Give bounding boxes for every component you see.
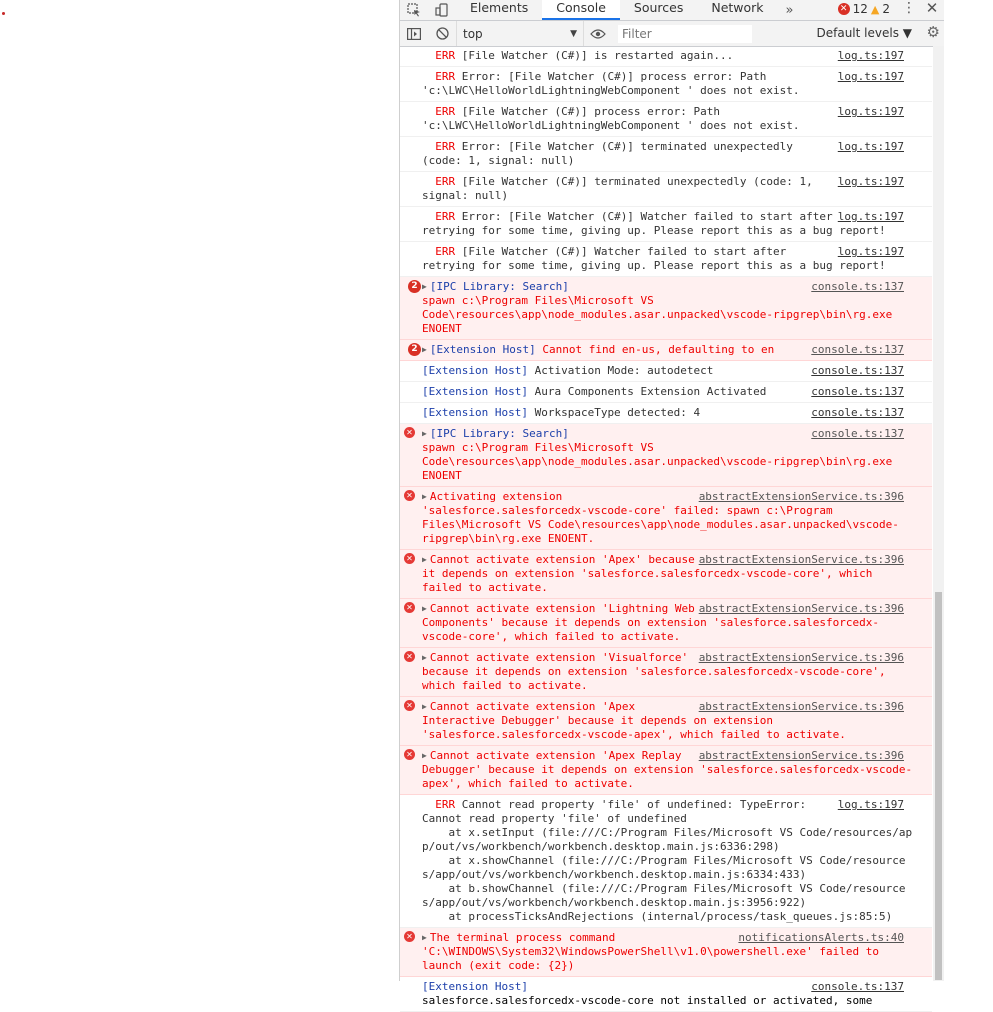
- issue-counter[interactable]: [838, 2, 890, 16]
- console-message-row: [400, 172, 932, 207]
- message-head-text: Cannot activate extension 'Visualforce': [429, 651, 689, 664]
- console-message-row: [400, 137, 932, 172]
- message-line: which failed to activate.: [422, 679, 588, 692]
- tab-network[interactable]: Network: [711, 0, 764, 15]
- console-message-row: [400, 242, 932, 277]
- message-head-text: The terminal process command: [429, 931, 616, 944]
- tab-sources[interactable]: Sources: [633, 0, 684, 15]
- message-line: (code: 1, signal: null): [422, 154, 575, 167]
- console-message-row: [400, 746, 932, 795]
- message-line: 'c:\LWC\HelloWorldLightningWebComponent ' does not exist.: [422, 119, 800, 132]
- warning-count-icon: ▲: [870, 2, 880, 16]
- source-link[interactable]: console.ts:137: [807, 343, 904, 357]
- message-line: retrying for some time, giving up. Please report this as a bug report!: [422, 224, 886, 237]
- filter-input[interactable]: [618, 25, 752, 43]
- expand-triangle-icon[interactable]: ▶: [422, 702, 427, 711]
- expand-triangle-icon[interactable]: ▶: [422, 345, 427, 354]
- console-message-row: [400, 46, 932, 67]
- context-dropdown-icon: ▼: [570, 28, 577, 39]
- source-link[interactable]: console.ts:137: [811, 385, 904, 398]
- message-tail-text: Activation Mode: autodetect: [527, 364, 714, 377]
- source-link[interactable]: abstractExtensionService.ts:396: [695, 490, 904, 504]
- message-line: vscode-core', which failed to activate.: [422, 630, 681, 643]
- message-line: ERR [File Watcher (C#)] is restarted again...: [435, 49, 734, 62]
- message-line: Code\resources\app\node_modules.asar.unpacked\vscode-ripgrep\bin\rg.exe: [422, 455, 893, 468]
- repeat-count-badge: 2: [408, 280, 421, 293]
- source-link[interactable]: abstractExtensionService.ts:396: [695, 651, 904, 665]
- message-line: p/out/vs/workbench/workbench.desktop.main.js:6336:298): [422, 840, 780, 853]
- source-link[interactable]: abstractExtensionService.ts:396: [695, 553, 904, 567]
- source-link[interactable]: console.ts:137: [811, 406, 904, 419]
- message-line: Interactive Debugger' because it depends on extension: [422, 714, 773, 727]
- console-message-row: [400, 487, 932, 550]
- source-link[interactable]: log.ts:197: [837, 105, 904, 118]
- error-count: 12: [852, 2, 868, 16]
- red-marker-dot: [2, 12, 5, 15]
- message-head-text: [Extension Host]: [422, 385, 528, 398]
- message-line: ERR Error: [File Watcher (C#)] process error: Path: [435, 70, 767, 83]
- message-line: Cannot read property 'file' of undefined: [422, 812, 687, 825]
- console-message-row: [400, 382, 932, 403]
- message-tail-text: Cannot find en-us, defaulting to en: [535, 343, 775, 356]
- expand-triangle-icon[interactable]: ▶: [422, 282, 427, 291]
- warning-count: 2: [882, 2, 890, 16]
- message-head-text: [Extension Host]: [422, 364, 528, 377]
- sidebar-toggle-icon[interactable]: [400, 24, 428, 44]
- message-line: ERR [File Watcher (C#)] terminated unexpectedly (code: 1,: [435, 175, 813, 188]
- message-line: at processTicksAndRejections (internal/process/task_queues.js:85:5): [422, 910, 893, 923]
- message-line: Code\resources\app\node_modules.asar.unpacked\vscode-ripgrep\bin\rg.exe: [422, 308, 893, 321]
- context-value: top: [463, 26, 483, 41]
- console-message-row: [400, 277, 932, 340]
- expand-triangle-icon[interactable]: ▶: [422, 492, 427, 501]
- message-head-text: [Extension Host]: [422, 406, 528, 419]
- expand-triangle-icon[interactable]: ▶: [422, 555, 427, 564]
- console-scrollbar[interactable]: [933, 46, 944, 981]
- source-link[interactable]: console.ts:137: [807, 280, 904, 294]
- message-line: ERR Error: [File Watcher (C#)] terminated unexpectedly: [435, 140, 793, 153]
- message-line: at b.showChannel (file:///C:/Program Files/Microsoft VS Code/resource: [422, 882, 906, 895]
- message-line: signal: null): [422, 189, 509, 202]
- console-messages: [400, 46, 932, 1007]
- message-line: salesforce.salesforcedx-vscode-core not installed or activated, some: [422, 994, 873, 1007]
- message-line: launch (exit code: {2}): [422, 959, 575, 972]
- console-message-row: [400, 550, 932, 599]
- inspect-element-icon[interactable]: [400, 0, 428, 20]
- source-link[interactable]: abstractExtensionService.ts:396: [695, 700, 904, 714]
- message-line: ENOENT: [422, 469, 462, 482]
- console-message-row: [400, 340, 932, 361]
- message-head-text: Cannot activate extension 'Lightning Web: [429, 602, 695, 615]
- expand-triangle-icon[interactable]: ▶: [422, 604, 427, 613]
- console-message-row: [400, 207, 932, 242]
- repeat-count-badge: 2: [408, 343, 421, 356]
- message-head-text: [Extension Host]: [429, 343, 536, 356]
- message-head-text: Cannot activate extension 'Apex: [429, 700, 636, 713]
- message-line: 'c:\LWC\HelloWorldLightningWebComponent ' does not exist.: [422, 84, 800, 97]
- console-message-row: [400, 648, 932, 697]
- tab-console[interactable]: Console: [542, 0, 620, 20]
- live-expression-eye-icon[interactable]: [584, 24, 612, 44]
- console-message-row: [400, 102, 932, 137]
- scrollbar-thumb[interactable]: [935, 592, 942, 980]
- message-line: s/app/out/vs/workbench/workbench.desktop.main.js:6334:433): [422, 868, 807, 881]
- message-tail-text: Aura Components Extension Activated: [527, 385, 767, 398]
- console-message-row: [400, 795, 932, 928]
- message-line: spawn c:\Program Files\Microsoft VS: [422, 441, 654, 454]
- source-link[interactable]: console.ts:137: [807, 427, 904, 441]
- message-line: failed to activate.: [422, 581, 548, 594]
- message-line: s/app/out/vs/workbench/workbench.desktop.main.js:3956:922): [422, 896, 807, 909]
- console-message-row: [400, 599, 932, 648]
- source-link[interactable]: log.ts:197: [837, 175, 904, 188]
- source-link[interactable]: log.ts:197: [837, 140, 904, 153]
- message-tail-text: WorkspaceType detected: 4: [527, 406, 701, 419]
- source-link[interactable]: log.ts:197: [837, 245, 904, 258]
- error-icon: ✕: [404, 490, 415, 501]
- message-line: ENOENT: [422, 322, 462, 335]
- source-link[interactable]: abstractExtensionService.ts:396: [695, 602, 904, 616]
- source-link[interactable]: log.ts:197: [837, 49, 904, 62]
- source-link[interactable]: abstractExtensionService.ts:396: [695, 749, 904, 763]
- message-line: retrying for some time, giving up. Please report this as a bug report!: [422, 259, 886, 272]
- error-icon: ✕: [404, 427, 415, 438]
- message-head-text: Cannot activate extension 'Apex Replay: [429, 749, 682, 762]
- more-tabs-icon[interactable]: »: [785, 2, 794, 18]
- expand-triangle-icon[interactable]: ▶: [422, 429, 427, 438]
- message-line: 'salesforce.salesforcedx-vscode-apex', which failed to activate.: [422, 728, 846, 741]
- message-line: ERR Error: [File Watcher (C#)] Watcher failed to start after: [435, 210, 833, 223]
- devtools-tab-bar: [400, 0, 944, 21]
- source-link[interactable]: log.ts:197: [837, 210, 904, 223]
- console-message-row: [400, 977, 932, 1012]
- clear-console-icon[interactable]: [428, 24, 456, 44]
- message-line: at x.setInput (file:///C:/Program Files/Microsoft VS Code/resources/ap: [422, 826, 913, 839]
- source-link[interactable]: console.ts:137: [811, 980, 904, 993]
- gear-icon[interactable]: ⚙: [926, 23, 940, 41]
- console-message-text[interactable]: [422, 798, 932, 924]
- message-line: Files\Microsoft VS Code\resources\app\node_modules.asar.unpacked\vscode-: [422, 518, 899, 531]
- console-message-row: [400, 697, 932, 746]
- message-line: 'C:\WINDOWS\System32\WindowsPowerShell\v1.0\powershell.exe' failed to: [422, 945, 879, 958]
- console-message-row: [400, 361, 932, 382]
- message-head-text: [IPC Library: Search]: [429, 280, 569, 293]
- source-link[interactable]: log.ts:197: [837, 798, 904, 811]
- source-link[interactable]: notificationsAlerts.ts:40: [734, 931, 904, 945]
- error-count-icon: ✕: [838, 3, 850, 15]
- message-line: it depends on extension 'salesforce.salesforcedx-vscode-core', which: [422, 567, 873, 580]
- error-icon: ✕: [404, 931, 415, 942]
- error-icon: ✕: [404, 651, 415, 662]
- error-icon: ✕: [404, 602, 415, 613]
- tab-elements[interactable]: Elements: [470, 0, 529, 15]
- console-message-row: [400, 67, 932, 102]
- message-line: apex', which failed to activate.: [422, 777, 634, 790]
- message-line: ERR [File Watcher (C#)] process error: Path: [435, 105, 721, 118]
- message-head-text: Activating extension: [429, 490, 563, 503]
- message-head-text: Cannot activate extension 'Apex' because: [429, 553, 695, 566]
- message-line: at x.showChannel (file:///C:/Program Files/Microsoft VS Code/resource: [422, 854, 906, 867]
- error-icon: ✕: [404, 749, 415, 760]
- close-icon[interactable]: ✕: [925, 0, 939, 17]
- log-levels-dropdown[interactable]: Default levels ▼: [816, 26, 912, 40]
- message-line: Components' because it depends on extension 'salesforce.salesforcedx-: [422, 616, 879, 629]
- message-line: ERR Cannot read property 'file' of undefined: TypeError:: [435, 798, 807, 811]
- message-line: because it depends on extension 'salesforce.salesforcedx-vscode-core',: [422, 665, 886, 678]
- expand-triangle-icon[interactable]: ▶: [422, 751, 427, 760]
- console-message-row: [400, 928, 932, 977]
- error-icon: ✕: [404, 700, 415, 711]
- message-line: ERR [File Watcher (C#)] Watcher failed to start after: [435, 245, 787, 258]
- source-link[interactable]: log.ts:197: [837, 70, 904, 83]
- source-link[interactable]: console.ts:137: [811, 364, 904, 377]
- kebab-menu-icon[interactable]: ⋮: [902, 0, 916, 16]
- message-head-text: [Extension Host]: [422, 980, 528, 993]
- expand-triangle-icon[interactable]: ▶: [422, 933, 427, 942]
- console-message-row: [400, 403, 932, 424]
- message-line: ripgrep\bin\rg.exe ENOENT.: [422, 532, 595, 545]
- message-line: Debugger' because it depends on extension 'salesforce.salesforcedx-vscode-: [422, 763, 913, 776]
- devtools-panel: [399, 0, 944, 1007]
- console-message-row: [400, 424, 932, 487]
- context-selector[interactable]: [456, 21, 584, 46]
- message-head-text: [IPC Library: Search]: [429, 427, 569, 440]
- error-icon: ✕: [404, 553, 415, 564]
- expand-triangle-icon[interactable]: ▶: [422, 653, 427, 662]
- console-toolbar: [400, 21, 944, 47]
- device-toolbar-icon[interactable]: [428, 0, 456, 20]
- message-line: 'salesforce.salesforcedx-vscode-core' failed: spawn c:\Program: [422, 504, 833, 517]
- message-line: spawn c:\Program Files\Microsoft VS: [422, 294, 654, 307]
